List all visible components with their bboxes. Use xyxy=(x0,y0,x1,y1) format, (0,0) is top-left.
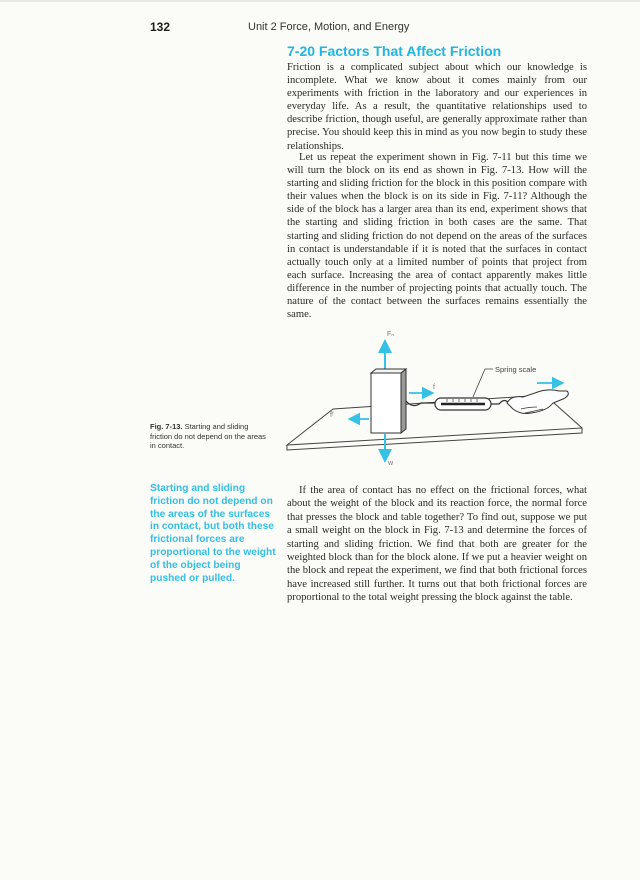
figure-caption xyxy=(150,422,270,451)
figure-caption-text: Starting and sliding friction do not depend on the areas in contact. xyxy=(150,422,266,451)
scale-hook-right xyxy=(491,401,509,405)
figure-caption-label: Fig. 7-13. xyxy=(150,422,183,431)
normal-force-label: Fₙ xyxy=(387,331,395,338)
spring-scale-leader xyxy=(473,369,493,397)
spring-scale-label: Spring scale xyxy=(495,365,537,374)
body-paragraph-2: Let us repeat the experiment shown in Fig. 7-11 but this time we will turn the block on its end as shown in Fig. 7-13. How will the starting and sliding friction for the block in this position compare with their values when the block is on its side in Fig. 7-11? Although the side of the block has a larger area than its end, experiment shows that the starting and sliding friction in both cases are the same. That starting and sliding friction do not depend on the areas of the surfaces in contact is understandable if it is noted that the surfaces in contact actually touch only at a limited number of points that project from each surface. Increasing the area of contact apparently makes little difference in the number of projecting points that actually touch. The nature of the contact between the surfaces remains essentially the same. xyxy=(287,152,587,321)
friction-experiment-figure xyxy=(285,325,590,470)
block-side xyxy=(401,369,406,433)
table-edge xyxy=(287,428,582,450)
page-number: 132 xyxy=(150,20,171,34)
body-paragraph-3: If the area of contact has no effect on the frictional forces, what about the weight of the block and its reaction force, the normal force that presses the block and table together? To find out, suppose we put a small weight on the block in Fig. 7-13 and determine the forces of starting and sliding friction. We find that both are greater for the weighted block than for the block alone. If we put a heavier weight on the block and repeat the experiment, we find that both frictional forces have increased still further. It turns out that both frictional forces are proportional to the total weight pressing the block against the table. xyxy=(287,485,587,604)
scale-hook-left xyxy=(406,401,435,406)
block-front xyxy=(371,373,401,433)
body-paragraph-1: Friction is a complicated subject about which our knowledge is incomplete. What we know about it comes mainly from our experiments with friction in the laboratory and our experiences in everyday life. As a result, the quantitative relationships used to describe friction, though useful, are generally approximate rather than precise. You should keep this in mind as you now begin to study these relationships. xyxy=(287,62,587,152)
page-top-edge xyxy=(0,0,640,2)
block-top xyxy=(371,369,406,373)
weight-label: w xyxy=(388,460,394,467)
margin-summary-note: Starting and sliding friction do not depend on the areas of the surfaces in contact, but both these frictional forces are proportional to the weight of the object being pushed or pulled. xyxy=(150,483,276,584)
pull-force-label: f xyxy=(433,384,435,391)
page-header xyxy=(150,20,410,34)
section-title: 7-20 Factors That Affect Friction xyxy=(287,43,502,59)
friction-label: fᶠ xyxy=(330,412,334,419)
running-head: Unit 2 Force, Motion, and Energy xyxy=(248,21,410,33)
